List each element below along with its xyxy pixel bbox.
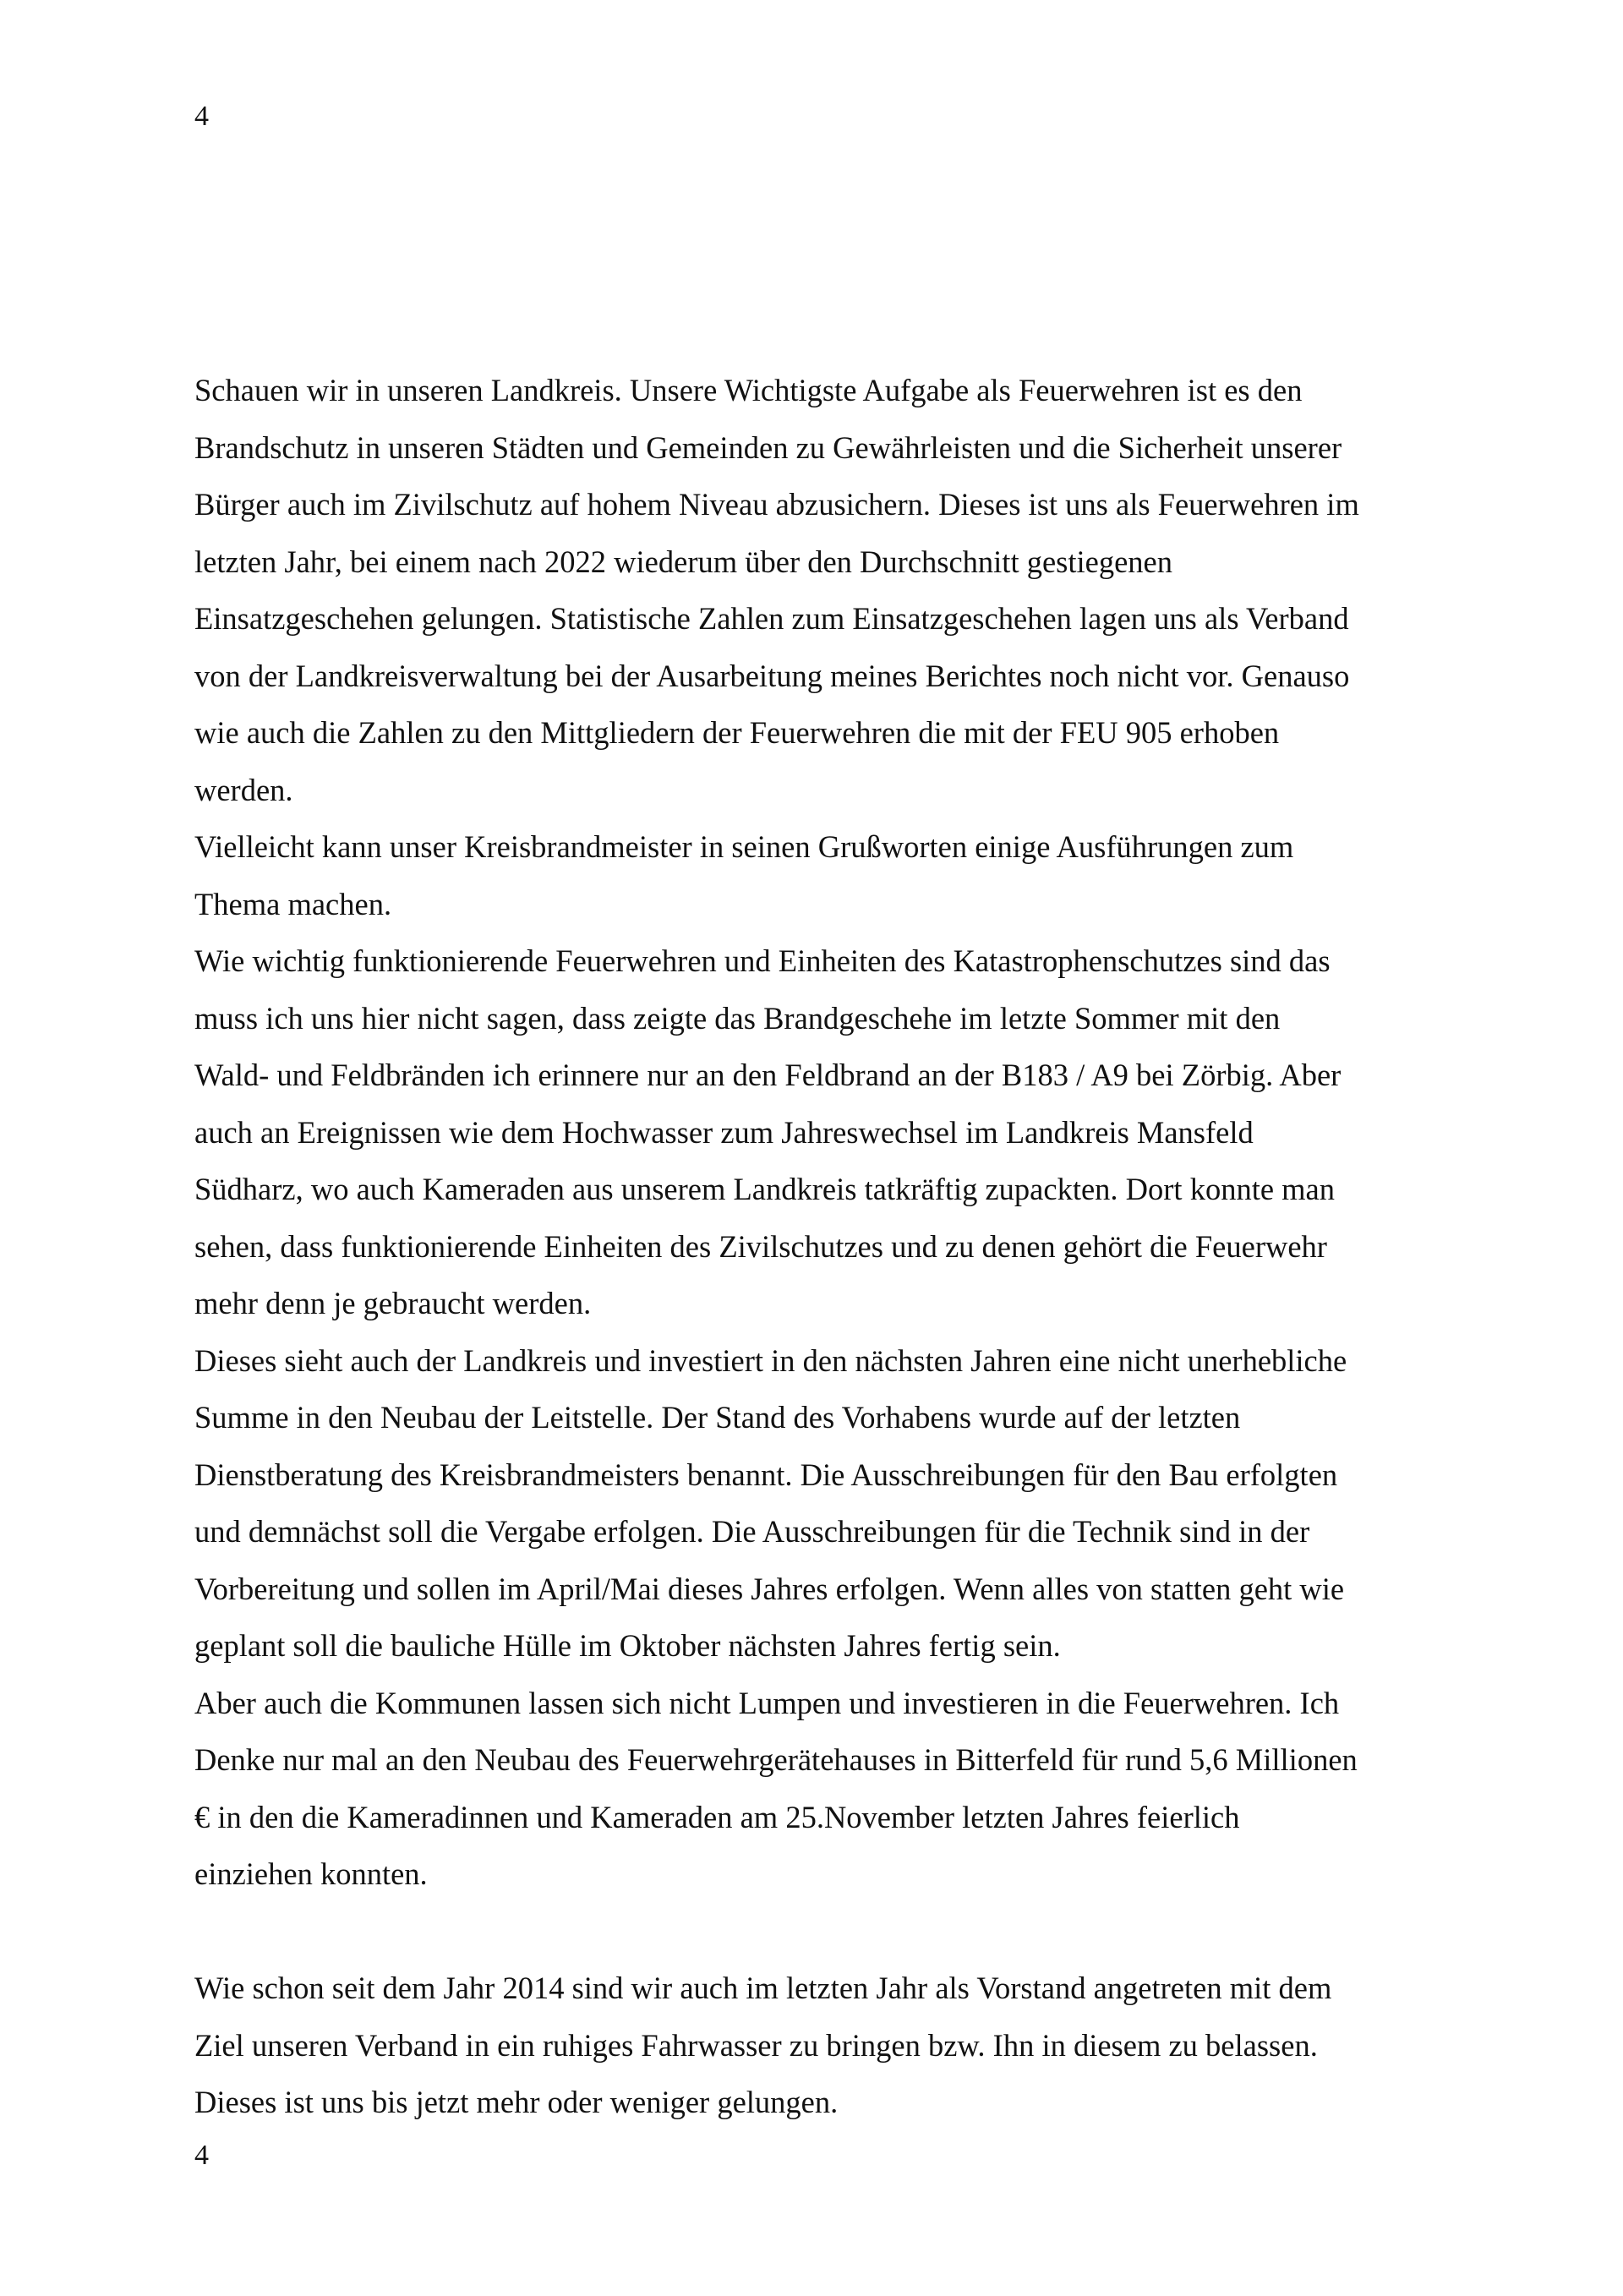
text-line: € in den die Kameradinnen und Kameraden am 25.November letzten Jahres feierlich xyxy=(194,1799,1240,1834)
text-line: muss ich uns hier nicht sagen, dass zeigte das Brandgeschehe im letzte Sommer mit den xyxy=(194,1000,1281,1036)
text-line: auch an Ereignissen wie dem Hochwasser zum Jahreswechsel im Landkreis Mansfeld xyxy=(194,1114,1254,1150)
text-line: Dienstberatung des Kreisbrandmeisters benannt. Die Ausschreibungen für den Bau erfolgten xyxy=(194,1457,1338,1492)
paragraph-block-2 xyxy=(194,1960,1462,2131)
text-line: Brandschutz in unseren Städten und Gemeinden zu Gewährleisten und die Sicherheit unserer xyxy=(194,429,1342,465)
text-line: Wald- und Feldbränden ich erinnere nur an den Feldbrand an der B183 / A9 bei Zörbig. Aber xyxy=(194,1058,1342,1092)
paragraph-block-1 xyxy=(194,362,1462,1903)
text-line: werden. xyxy=(194,772,293,807)
text-line: Wie schon seit dem Jahr 2014 sind wir auch im letzten Jahr als Vorstand angetreten mit dem xyxy=(194,1971,1332,2005)
document-body xyxy=(194,362,1462,2131)
text-line: Summe in den Neubau der Leitstelle. Der Stand des Vorhabens wurde auf der letzten xyxy=(194,1400,1241,1435)
text-line: Vorbereitung und sollen im April/Mai dieses Jahres erfolgen. Wenn alles von statten geht wie xyxy=(194,1571,1345,1606)
text-line: von der Landkreisverwaltung bei der Ausarbeitung meines Berichtes noch nicht vor. Genauso xyxy=(194,658,1350,693)
text-line: Ziel unseren Verband in ein ruhiges Fahrwasser zu bringen bzw. Ihn in diesem zu belassen. xyxy=(194,2027,1318,2063)
text-line: Einsatzgeschehen gelungen. Statistische Zahlen zum Einsatzgeschehen lagen uns als Verband xyxy=(194,601,1349,636)
text-line: einziehen konnten. xyxy=(194,1856,428,1891)
text-line: Thema machen. xyxy=(194,886,392,921)
text-line: Vielleicht kann unser Kreisbrandmeister in seinen Grußworten einige Ausführungen zum xyxy=(194,829,1294,864)
text-line: Wie wichtig funktionierende Feuerwehren und Einheiten des Katastrophenschutzes sind das xyxy=(194,943,1331,978)
text-line: Bürger auch im Zivilschutz auf hohem Niveau abzusichern. Dieses ist uns als Feuerwehren im xyxy=(194,487,1359,522)
text-line: und demnächst soll die Vergabe erfolgen. Die Ausschreibungen für die Technik sind in der xyxy=(194,1514,1310,1549)
page-number-bottom: 4 xyxy=(194,2140,209,2171)
text-line: sehen, dass funktionierende Einheiten des Zivilschutzes und zu denen gehört die Feuerwehr xyxy=(194,1228,1327,1264)
text-line: Schauen wir in unseren Landkreis. Unsere Wichtigste Aufgabe als Feuerwehren ist es den xyxy=(194,373,1303,407)
paragraph-gap xyxy=(194,1903,1462,1960)
text-line: Südharz, wo auch Kameraden aus unserem Landkreis tatkräftig zupackten. Dort konnte man xyxy=(194,1172,1336,1206)
text-line: Denke nur mal an den Neubau des Feuerwehrgerätehauses in Bitterfeld für rund 5,6 Millionen xyxy=(194,1742,1358,1777)
text-line: mehr denn je gebraucht werden. xyxy=(194,1286,592,1320)
text-line: geplant soll die bauliche Hülle im Oktober nächsten Jahres fertig sein. xyxy=(194,1628,1061,1663)
text-line: letzten Jahr, bei einem nach 2022 wiederum über den Durchschnitt gestiegenen xyxy=(194,544,1173,579)
text-line: wie auch die Zahlen zu den Mittgliedern der Feuerwehren die mit der FEU 905 erhoben xyxy=(194,715,1280,750)
text-line: Dieses sieht auch der Landkreis und investiert in den nächsten Jahren eine nicht unerhebliche xyxy=(194,1342,1347,1378)
text-line: Dieses ist uns bis jetzt mehr oder weniger gelungen. xyxy=(194,2085,839,2119)
text-line: Aber auch die Kommunen lassen sich nicht Lumpen und investieren in die Feuerwehren. Ich xyxy=(194,1685,1340,1720)
page-number-top: 4 xyxy=(194,101,209,132)
